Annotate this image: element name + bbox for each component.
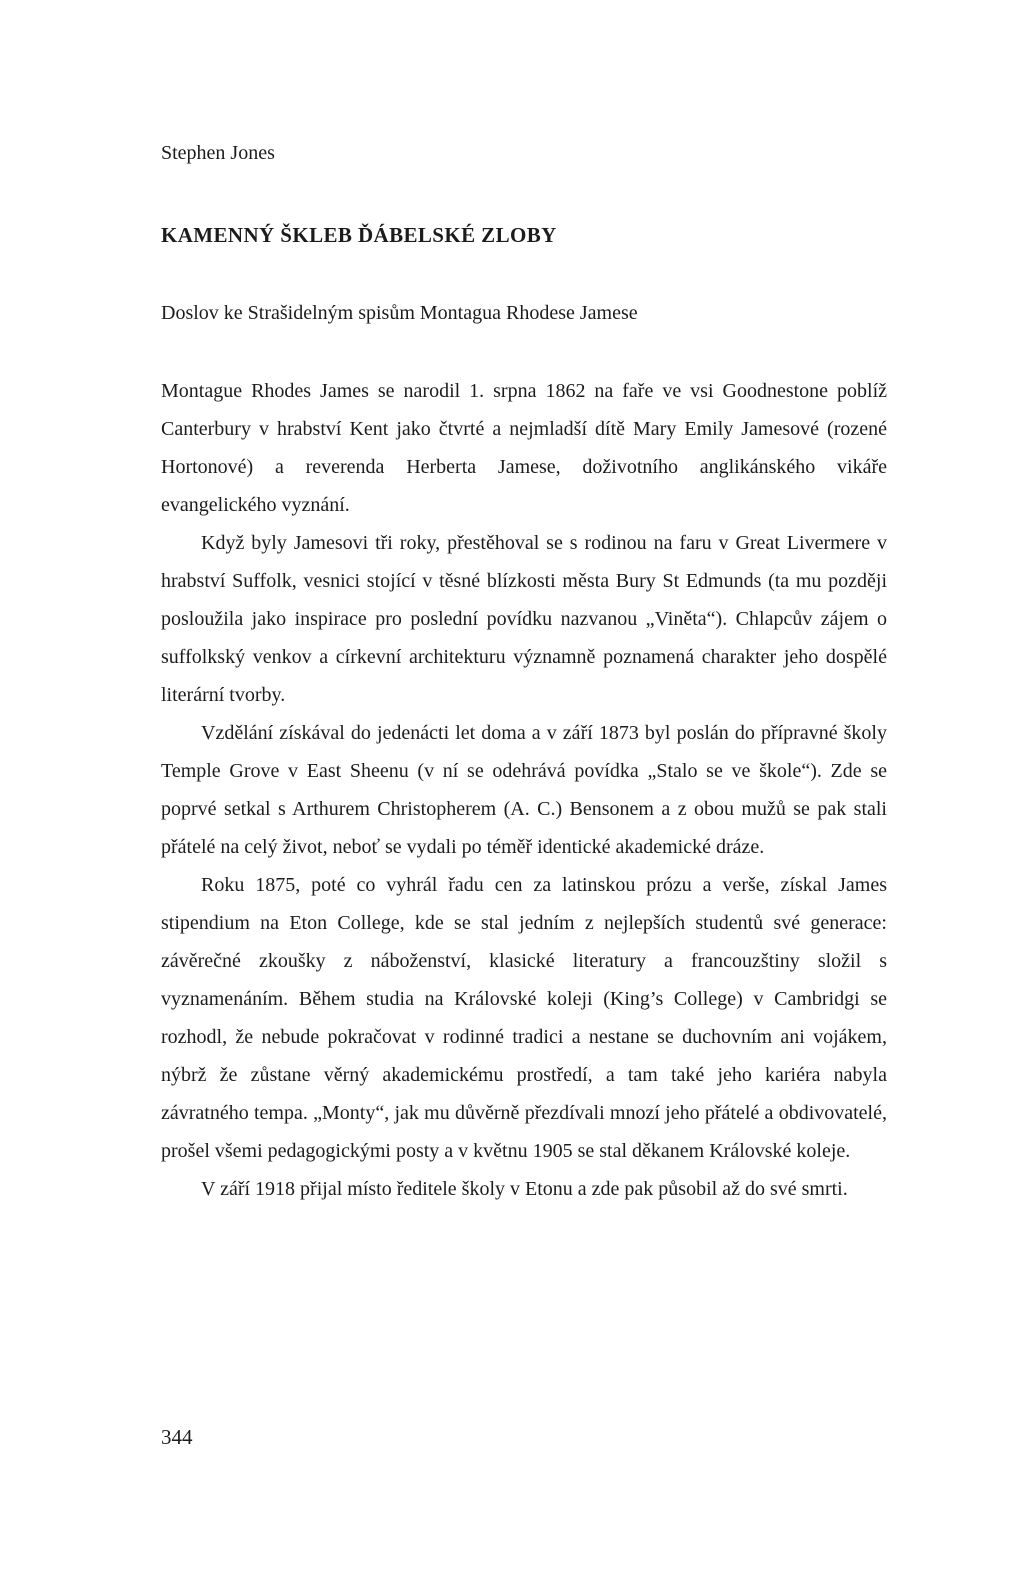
page-number: 344 (161, 1425, 193, 1449)
chapter-subtitle: Doslov ke Strašidelným spisům Montagua Rhodese Jamese (161, 302, 638, 324)
text-block (161, 140, 887, 1208)
paragraph-4: Roku 1875, poté co vyhrál řadu cen za latinskou prózu a verše, získal James stipendium na Eton College, kde se stal jedním z nejlepších studentů své generace: závěrečné zkoušky z náboženství, klasické literatury a francouzštiny složil s vyznamenáním. Během studia na Královské koleji (King’s College) v Cambridgi se rozhodl, že nebude pokračovat v rodinné tradici a nestane se duchovním ani vojákem, nýbrž že zůstane věrný akademickému prostředí, a tam také jeho kariéra nabyla závratného tempa. „Monty“, jak mu důvěrně přezdívali mnozí jeho přátelé a obdivovatelé, prošel všemi pedagogickými posty a v květnu 1905 se stal děkanem Královské koleje. (161, 874, 887, 1162)
paragraph-2: Když byly Jamesovi tři roky, přestěhoval se s rodinou na faru v Great Livermere v hrabství Suffolk, vesnici stojící v těsné blízkosti města Bury St Edmunds (ta mu později posloužila jako inspirace pro poslední povídku nazvanou „Viněta“). Chlapcův zájem o suffolkský venkov a církevní architekturu významně poznamená charakter jeho dospělé literární tvorby. (161, 532, 887, 706)
paragraph-5: V září 1918 přijal místo ředitele školy v Etonu a zde pak působil až do své smrti. (201, 1178, 848, 1200)
author-name: Stephen Jones (161, 142, 275, 164)
paragraph-1: Montague Rhodes James se narodil 1. srpna 1862 na faře ve vsi Goodnestone poblíž Canterbury v hrabství Kent jako čtvrté a nejmladší dítě Mary Emily Jamesové (rozené Hortonové) a reverenda Herberta Jamese, doživotního anglikánského vikáře evangelického vyznání. (161, 380, 887, 516)
paragraph-3: Vzdělání získával do jedenácti let doma a v září 1873 byl poslán do přípravné školy Temple Grove v East Sheenu (v ní se odehrává povídka „Stalo se ve škole“). Zde se poprvé setkal s Arthurem Christopherem (A. C.) Bensonem a z obou mužů se pak stali přátelé na celý život, neboť se vydali po téměř identické akademické dráze. (161, 722, 887, 858)
chapter-title: KAMENNÝ ŠKLEB ĎÁBELSKÉ ZLOBY (161, 223, 557, 247)
body-text (161, 372, 887, 1208)
